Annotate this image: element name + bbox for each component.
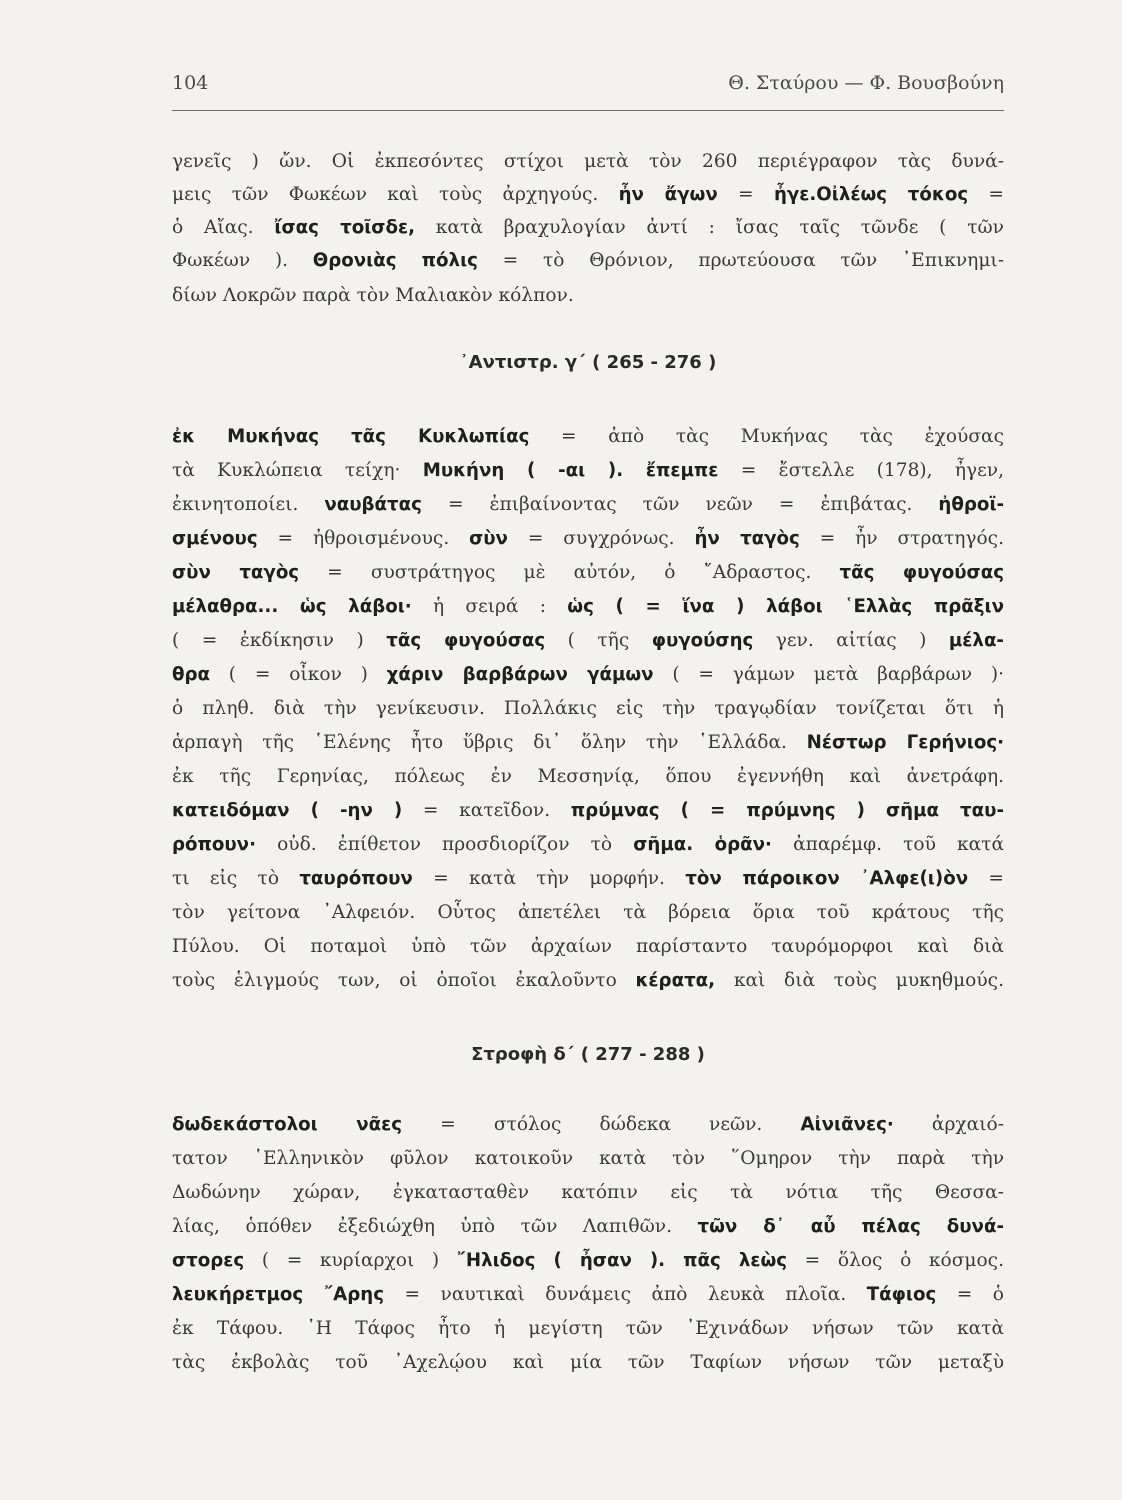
- gloss-text: τὰ Κυκλώπεια τείχη·: [172, 460, 423, 481]
- text-line: [172, 694, 1004, 724]
- gloss-text: = συστράτηγος μὲ αὐτόν, ὁ ῎Αδραστος.: [299, 562, 840, 583]
- lemma-bold: ρόπουν·: [172, 834, 256, 855]
- text-line: [172, 1246, 1004, 1276]
- lemma-bold: ὡς ( = ἵνα ) λάβοι ῾Ελλὰς πρᾶξιν: [567, 596, 1004, 617]
- text-line: [172, 762, 1004, 792]
- gloss-text: μεις τῶν Φωκέων καὶ τοὺς ἀρχηγούς.: [172, 184, 619, 205]
- lemma-bold: ἦγε.Οἰλέως τόκος: [773, 184, 969, 205]
- text-line: [172, 281, 1004, 311]
- lemma-bold: σὺν ταγὸς: [172, 562, 300, 583]
- gloss-text: = ἦν στρατηγός.: [799, 528, 1004, 549]
- text-line: [172, 796, 1004, 826]
- text-line: [172, 524, 1004, 554]
- lemma-bold: στορες: [172, 1250, 245, 1271]
- text-line: [172, 592, 1004, 622]
- gloss-text: = ναυτικαὶ δυνάμεις ἀπὸ λευκὰ πλοῖα.: [384, 1284, 867, 1305]
- gloss-text: = ἠθροισμένους.: [257, 528, 470, 549]
- gloss-text: = τὸ Θρόνιον, πρωτεύουσα τῶν ᾿Επικνημι-: [477, 250, 1004, 271]
- text-line: [172, 422, 1004, 452]
- lemma-bold: θρα: [172, 664, 211, 685]
- page-header: [172, 72, 1004, 102]
- gloss-text: = κατεῖδον.: [402, 800, 571, 821]
- gloss-text: =: [717, 184, 774, 205]
- lemma-bold: ταυρόπουν: [299, 868, 413, 889]
- section-heading-strophe: [172, 1039, 1004, 1069]
- gloss-text: γεν. αἰτίας ): [753, 630, 949, 651]
- gloss-text: ἀπαρέμφ. τοῦ κατά: [771, 834, 1005, 855]
- heading-range: ( 277 - 288 ): [580, 1044, 705, 1065]
- lemma-bold: μέλαθρα... ὡς λάβοι·: [172, 596, 412, 617]
- lemma-bold: Τάφιος: [866, 1284, 937, 1305]
- lemma-bold: Αἰνιᾶνες·: [800, 1114, 894, 1135]
- heading-title: Στροφὴ δ´: [471, 1044, 575, 1065]
- gloss-text: τατον ῾Ελληνικὸν φῦλον κατοικοῦν κατὰ τὸν ῞Ομηρον τὴν παρὰ τὴν: [172, 1148, 1004, 1169]
- lemma-bold: πρύμνας ( = πρύμνης ) σῆμα ταυ-: [570, 800, 1004, 821]
- gloss-text: τι εἰς τὸ: [172, 868, 300, 889]
- gloss-text: οὐδ. ἐπίθετον προσδιορίζον τὸ: [255, 834, 634, 855]
- section-heading-antistrophe: [172, 347, 1004, 377]
- text-line: [172, 626, 1004, 656]
- gloss-text: ὁ πληθ. διὰ τὴν γενίκευσιν. Πολλάκις εἰς τὴν τραγῳδίαν τονίζεται ὅτι ἡ: [172, 698, 1004, 719]
- gloss-text: = ὅλος ὁ κόσμος.: [787, 1250, 1004, 1271]
- text-line: [172, 932, 1004, 962]
- lemma-bold: σῆμα. ὁρᾶν·: [633, 834, 772, 855]
- text-line: [172, 1314, 1004, 1344]
- lemma-bold: μέλα-: [948, 630, 1004, 651]
- gloss-text: = ἀπὸ τὰς Μυκήνας τὰς ἐχούσας: [529, 426, 1005, 447]
- gloss-text: ἐκ τῆς Γερηνίας, πόλεως ἐν Μεσσηνίᾳ, ὅπου ἐγεννήθη καὶ ἀνετράφη.: [172, 766, 1004, 787]
- text-line: [172, 147, 1004, 177]
- text-line: [172, 898, 1004, 928]
- text-line: [172, 456, 1004, 486]
- running-title: Θ. Σταύρου — Φ. Βουσβούνη: [728, 72, 1004, 94]
- gloss-text: ( = κυρίαρχοι ): [244, 1250, 457, 1271]
- gloss-text: =: [968, 868, 1004, 889]
- text-line: [172, 246, 1004, 276]
- text-line: [172, 490, 1004, 520]
- lemma-bold: ἠθροϊ-: [938, 494, 1005, 515]
- gloss-text: = συγχρόνως.: [507, 528, 695, 549]
- text-line: [172, 966, 1004, 996]
- page-number: 104: [172, 72, 209, 94]
- lemma-bold: τὸν πάροικον ᾿Αλφε(ι)ὸν: [685, 868, 969, 889]
- gloss-text: καὶ διὰ τοὺς μυκηθμούς.: [715, 970, 1004, 991]
- gloss-text: = ἐπιβαίνοντας τῶν νεῶν = ἐπιβάτας.: [421, 494, 939, 515]
- text-line: [172, 1212, 1004, 1242]
- gloss-text: ( = οἶκον ): [210, 664, 387, 685]
- lemma-bold: χάριν βαρβάρων γάμων: [386, 664, 654, 685]
- lemma-bold: Νέστωρ Γερήνιος·: [806, 732, 1005, 753]
- gloss-text: = στόλος δώδεκα νεῶν.: [402, 1114, 801, 1135]
- lemma-bold: ἦν ἄγων: [618, 184, 718, 205]
- lemma-bold: σμένους: [172, 528, 258, 549]
- gloss-text: = κατὰ τὴν μορφήν.: [412, 868, 686, 889]
- gloss-text: Πύλου. Οἱ ποταμοὶ ὑπὸ τῶν ἀρχαίων παρίσταντο ταυρόμορφοι καὶ διὰ: [172, 936, 1004, 957]
- gloss-text: ( = ἐκδίκησιν ): [172, 630, 387, 651]
- lemma-bold: δωδεκάστολοι νᾶες: [172, 1114, 403, 1135]
- lemma-bold: λευκήρετμος ῎Αρης: [172, 1284, 385, 1305]
- lemma-bold: τᾶς φυγούσας: [839, 562, 1004, 583]
- header-rule: [172, 110, 1004, 111]
- lemma-bold: κατειδόμαν ( -ην ): [172, 800, 403, 821]
- gloss-text: =: [968, 184, 1004, 205]
- gloss-text: τοὺς ἑλιγμούς των, οἱ ὁποῖοι ἐκαλοῦντο: [172, 970, 636, 991]
- lemma-bold: ῎Ηλιδος ( ἦσαν ). πᾶς λεὼς: [456, 1250, 788, 1271]
- gloss-text: ἐκ Τάφου. ῾Η Τάφος ἦτο ἡ μεγίστη τῶν ᾿Εχινάδων νήσων τῶν κατὰ: [172, 1318, 1004, 1339]
- gloss-text: ( = γάμων μετὰ βαρβάρων )·: [653, 664, 1005, 685]
- lemma-bold: φυγούσης: [651, 630, 754, 651]
- gloss-text: Δωδώνην χώραν, ἐγκατασταθὲν κατόπιν εἰς τὰ νότια τῆς Θεσσα-: [172, 1182, 1004, 1203]
- gloss-text: τὸν γείτονα ᾿Αλφειόν. Οὗτος ἀπετέλει τὰ βόρεια ὅρια τοῦ κράτους τῆς: [172, 902, 1004, 923]
- gloss-text: ἁρπαγὴ τῆς ῾Ελένης ἦτο ὕβρις δι᾿ ὅλην τὴν ῾Ελλάδα.: [172, 732, 807, 753]
- text-line: [172, 1110, 1004, 1140]
- gloss-text: ( τῆς: [545, 630, 652, 651]
- heading-range: ( 265 - 276 ): [592, 352, 717, 373]
- lemma-bold: τᾶς φυγούσας: [386, 630, 546, 651]
- gloss-text: γενεῖς ) ὤν. Οἱ ἐκπεσόντες στίχοι μετὰ τὸν 260 περιέγραφον τὰς δυνά-: [172, 151, 1004, 172]
- text-line: [172, 1178, 1004, 1208]
- text-line: [172, 1280, 1004, 1310]
- lemma-bold: Θρονιὰς πόλις: [312, 250, 478, 271]
- gloss-text: ἀρχαιό-: [893, 1114, 1004, 1135]
- text-line: [172, 180, 1004, 210]
- text-line: [172, 1144, 1004, 1174]
- lemma-bold: ἦν ταγὸς: [694, 528, 800, 549]
- text-line: [172, 660, 1004, 690]
- gloss-text: ἡ σειρά :: [411, 596, 568, 617]
- text-line: [172, 558, 1004, 588]
- gloss-text: δίων Λοκρῶν παρὰ τὸν Μαλιακὸν κόλπον.: [172, 285, 574, 306]
- text-line: [172, 830, 1004, 860]
- gloss-text: ἐκινητοποίει.: [172, 494, 325, 515]
- lemma-bold: ναυβάτας: [324, 494, 422, 515]
- heading-title: ᾿Αντιστρ. γ´: [459, 352, 587, 373]
- text-line: [172, 213, 1004, 243]
- text-line: [172, 864, 1004, 894]
- text-line: [172, 1348, 1004, 1378]
- gloss-text: τὰς ἐκβολὰς τοῦ ᾿Αχελῴου καὶ μία τῶν Ταφίων νήσων τῶν μεταξὺ: [172, 1352, 1004, 1373]
- gloss-text: Φωκέων ).: [172, 250, 313, 271]
- lemma-bold: κέρατα,: [635, 970, 716, 991]
- lemma-bold: τῶν δ᾿ αὖ πέλας δυνά-: [697, 1216, 1004, 1237]
- gloss-text: λίας, ὁπόθεν ἐξεδιώχθη ὑπὸ τῶν Λαπιθῶν.: [172, 1216, 698, 1237]
- lemma-bold: σὺν: [469, 528, 508, 549]
- gloss-text: = ἔστελλε (178), ἦγεν,: [718, 460, 1004, 481]
- lemma-bold: Μυκήνη ( -αι ). ἔπεμπε: [422, 460, 719, 481]
- lemma-bold: ἐκ Μυκήνας τᾶς Κυκλωπίας: [172, 426, 530, 447]
- gloss-text: ὁ Αἴας.: [172, 217, 275, 238]
- lemma-bold: ἴσας τοῖσδε,: [274, 217, 415, 238]
- gloss-text: κατὰ βραχυλογίαν ἀντί : ἴσας ταῖς τῶνδε ( τῶν: [415, 217, 1004, 238]
- gloss-text: = ὁ: [936, 1284, 1004, 1305]
- text-line: [172, 728, 1004, 758]
